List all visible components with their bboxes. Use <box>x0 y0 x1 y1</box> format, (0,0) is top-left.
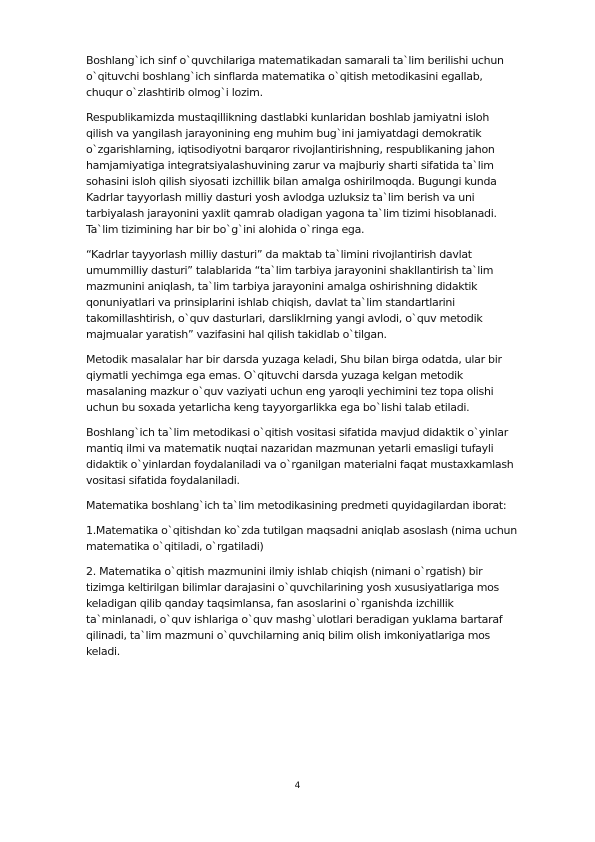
page-body <box>86 53 548 669</box>
paragraph-8: 2. Matematika o`qitish mazmunini ilmiy ishlab chiqish (nimani o`rgatish) bir tizimga keltirilgan bilimlar darajasini o`quvchilarining yosh xususiyatlariga mos keladigan qilib qanday taqsimlansa, fan asoslarini o`rganishda izchillik ta`minlanadi, o`quv ishlariga o`quv mashg`ulotlari beradigan yuklama bartaraf qilinadi, ta`lim mazmuni o`quvchilarning aniq bilim olish imkoniyatlariga mos keladi. <box>86 565 503 658</box>
paragraph-6: Matematika boshlang`ich ta`lim metodikasining predmeti quyidagilardan iborat: <box>86 499 507 512</box>
paragraph-4: Metodik masalalar har bir darsda yuzaga keladi, Shu bilan birga odatda, ular bir qiymatli yechimga ega emas. O`qituvchi darsda yuzaga kelgan metodik masalaning mazkur o`quv vaziyati uchun eng yaroqli yechimini tez topa olishi uchun bu soxada yetarlicha keng tayyorgarlikka ega bo`lishi talab etiladi. <box>86 353 502 414</box>
paragraph-3: “Kadrlar tayyorlash milliy dasturi” da maktab ta`limini rivojlantirish davlat umummilliy dasturi” talablarida “ta`lim tarbiya jarayonini shakllantirish ta`lim mazmunini aniqlash, ta`lim tarbiya jarayonini amalga oshirishning didaktik qonuniyatlari va prinsiplarini ishlab chiqish, davlat ta`lim standartlarini takomillashtirish, o`quv dasturlari, darsliklrning yangi avlodi, o`quv metodik majmualar yaratish” vazifasini hal qilish takidlab o`tilgan. <box>86 248 494 341</box>
paragraph-2: Respublikamizda mustaqillikning dastlabki kunlaridan boshlab jamiyatni isloh qilish va yangilash jarayonining eng muhim bug`ini jamiyatdagi demokratik o`zgarishlarning, iqtisodiyotni barqaror rivojlantirishning, respublikaning jahon hamjamiyatiga integratsiyalashuvining zarur va majburiy sharti sifatida ta`lim sohasini isloh qilish siyosati izchillik bilan amalga oshirilmoqda. Bugungi kunda Kadrlar tayyorlash milliy dasturi yosh avlodga uzluksiz ta`lim berish va uni tarbiyalash jarayonini yaxlit qamrab oladigan yagona ta`lim tizimi hisoblanadi. Ta`lim tizimining har bir bo`g`ini alohida o`ringa ega. <box>86 111 497 236</box>
paragraph-5: Boshlang`ich ta`lim metodikasi o`qitish vositasi sifatida mavjud didaktik o`yinlar mantiq ilmi va matematik nuqtai nazaridan mazmunan yetarli emasligi tufayli didaktik o`yinlardan foydalaniladi va o`rganilgan materialni faqat mustaxkamlash vositasi sifatida foydalaniladi. <box>86 426 514 487</box>
paragraph-7: 1.Matematika o`qitishdan ko`zda tutilgan maqsadni aniqlab asoslash (nima uchun matematika o`qitiladi, o`rgatiladi) <box>86 524 517 553</box>
paragraph-1: Boshlang`ich sinf o`quvchilariga matematikadan samarali ta`lim berilishi uchun o`qituvchi boshlang`ich sinflarda matematika o`qitish metodikasini egallab, chuqur o`zlashtirib olmog`i lozim. <box>86 54 504 99</box>
page-number: 4 <box>294 781 301 791</box>
